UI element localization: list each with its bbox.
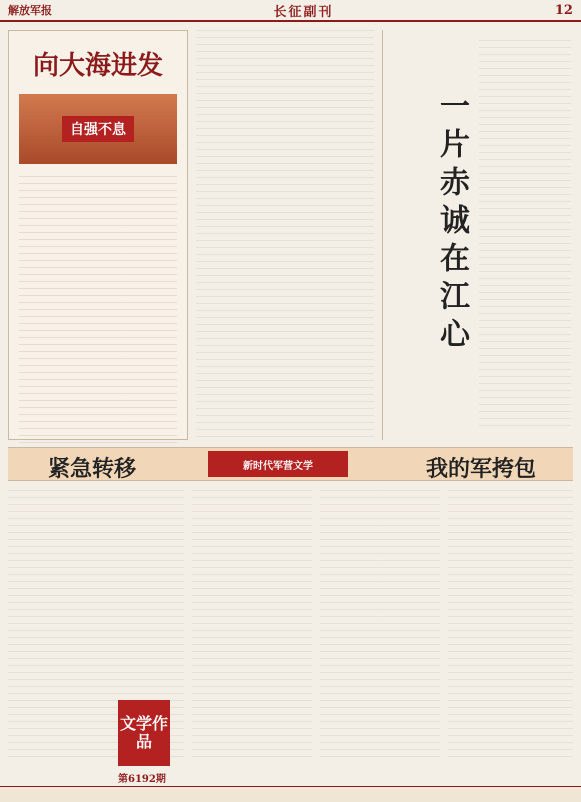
left-column-title: 紧急转移 — [48, 456, 137, 482]
lower-column-2 — [192, 490, 312, 760]
lead-photo-caption: 自强不息 — [62, 116, 134, 142]
page-number: 12 — [554, 2, 573, 18]
section-banner — [8, 447, 573, 481]
paper-name: 解放军报 — [8, 4, 52, 17]
banner-logo: 新时代军营文学 — [208, 451, 348, 477]
section-name: 长征副刊 — [273, 4, 334, 20]
article-body-column — [196, 30, 374, 440]
page-footer — [0, 786, 581, 802]
lead-article-photo — [19, 94, 177, 164]
lower-column-3 — [320, 490, 440, 760]
literature-box: 文学作品 — [118, 700, 170, 766]
lead-article — [8, 30, 188, 440]
masthead — [0, 0, 581, 22]
vertical-article-title: 一片赤诚在江心 — [434, 90, 469, 356]
issue-number: 第6192期 — [118, 774, 166, 785]
lower-column-4 — [448, 490, 573, 760]
right-column-title: 我的军挎包 — [426, 456, 537, 482]
vertical-article — [382, 30, 573, 440]
lead-article-title: 向大海进发 — [32, 51, 163, 81]
lead-article-body — [19, 176, 177, 456]
vertical-article-body — [479, 40, 571, 430]
